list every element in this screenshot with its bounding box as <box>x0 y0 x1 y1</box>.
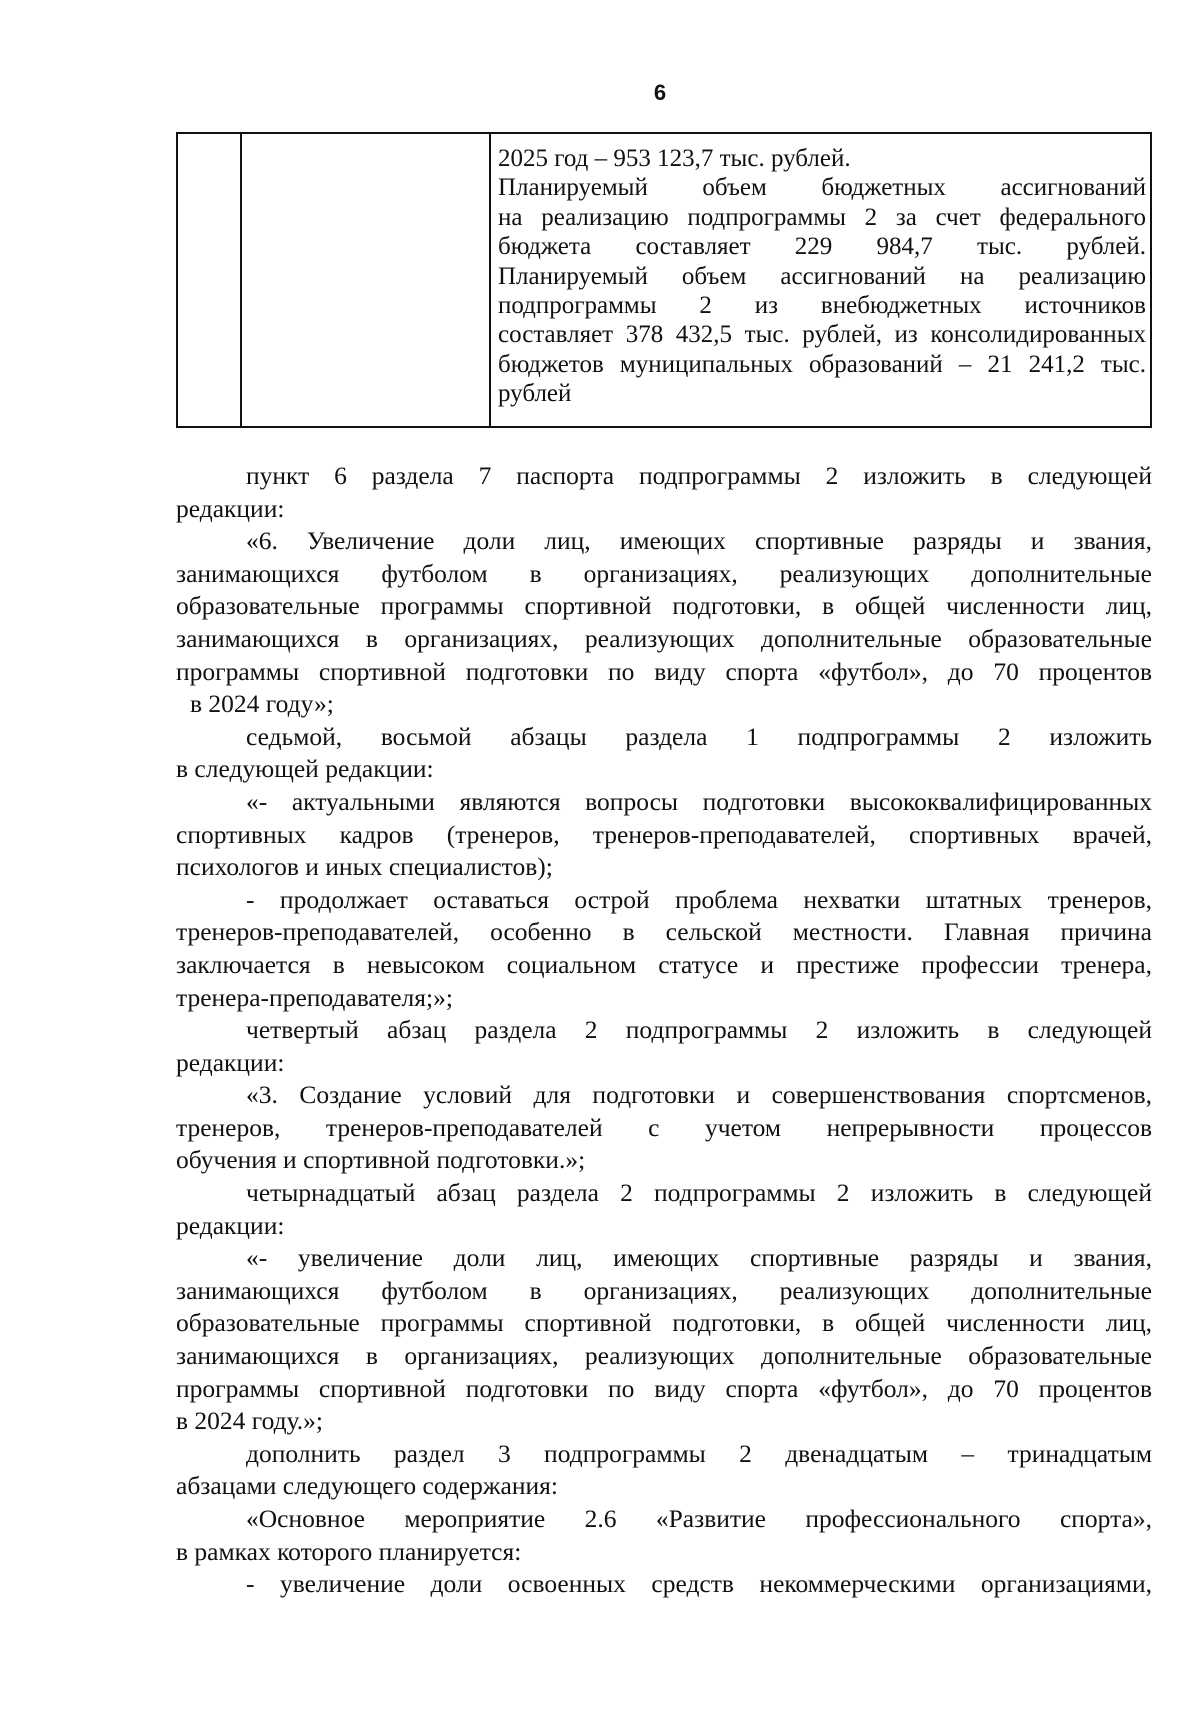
paragraph-line: пункт 6 раздела 7 паспорта подпрограммы 2 изложить в следующей <box>246 461 1152 490</box>
paragraph-line: занимающихся футболом в организациях, реализующих дополнительные <box>176 558 1152 588</box>
paragraph-line: редакции: <box>176 1047 285 1077</box>
paragraph-line: абзацами следующего содержания: <box>176 1471 558 1501</box>
page-number: 6 <box>653 80 667 105</box>
paragraph-line: редакции: <box>176 493 285 523</box>
table-column-divider <box>489 134 491 426</box>
paragraph-line: в рамках которого планируется: <box>176 1536 522 1566</box>
paragraph-line: в 2024 году»; <box>190 689 334 719</box>
paragraph-line: тренера-преподавателя;»; <box>176 982 453 1012</box>
paragraph-line: четырнадцатый абзац раздела 2 подпрограммы 2 изложить в следующей <box>246 1178 1152 1208</box>
passport-table-fragment <box>176 132 1152 428</box>
paragraph-line: в следующей редакции: <box>176 754 434 784</box>
paragraph-line: спортивных кадров (тренеров, тренеров-преподавателей, спортивных врачей, <box>176 819 1152 849</box>
paragraph-line: четвертый абзац раздела 2 подпрограммы 2 изложить в следующей <box>246 1015 1152 1045</box>
paragraph-line: заключается в невысоком социальном статусе и престиже профессии тренера, <box>176 949 1152 979</box>
table-line: бюджета составляет 229 984,7 тыс. рублей. <box>498 233 1146 261</box>
paragraph-line: седьмой, восьмой абзацы раздела 1 подпрограммы 2 изложить <box>246 721 1152 751</box>
paragraph-line: - продолжает оставаться острой проблема нехватки штатных тренеров, <box>246 884 1152 914</box>
paragraph-line: программы спортивной подготовки по виду спорта «футбол», до 70 процентов <box>176 1373 1152 1403</box>
paragraph-line: образовательные программы спортивной подготовки, в общей численности лиц, <box>176 591 1152 621</box>
paragraph-line: «6. Увеличение доли лиц, имеющих спортивные разряды и звания, <box>246 526 1152 556</box>
paragraph-line: занимающихся футболом в организациях, реализующих дополнительные <box>176 1275 1152 1305</box>
paragraph-line: программы спортивной подготовки по виду спорта «футбол», до 70 процентов <box>176 656 1152 686</box>
paragraph-line: обучения и спортивной подготовки.»; <box>176 1145 586 1175</box>
paragraph-line: в 2024 году.»; <box>176 1406 324 1436</box>
paragraph-line: тренеров, тренеров-преподавателей с учетом непрерывности процессов <box>176 1112 1152 1142</box>
paragraph-line: занимающихся в организациях, реализующих дополнительные образовательные <box>176 623 1152 653</box>
paragraph-line: образовательные программы спортивной подготовки, в общей численности лиц, <box>176 1308 1152 1338</box>
paragraph-line: «3. Создание условий для подготовки и совершенствования спортсменов, <box>246 1080 1152 1110</box>
table-line: составляет 378 432,5 тыс. рублей, из консолидированных <box>498 321 1146 349</box>
paragraph-line: «Основное мероприятие 2.6 «Развитие профессионального спорта», <box>246 1504 1152 1533</box>
paragraph-line: «- актуальными являются вопросы подготовки высококвалифицированных <box>246 786 1152 816</box>
paragraph-line: психологов и иных специалистов); <box>176 852 553 882</box>
table-line: 2025 год – 953 123,7 тыс. рублей. <box>498 145 851 172</box>
table-line: Планируемый объем бюджетных ассигнований <box>498 174 1146 202</box>
table-line: бюджетов муниципальных образований – 21 241,2 тыс. <box>498 350 1146 378</box>
paragraph-line: «- увеличение доли лиц, имеющих спортивные разряды и звания, <box>246 1243 1152 1273</box>
table-line: Планируемый объем ассигнований на реализацию <box>498 262 1146 290</box>
table-line: подпрограммы 2 из внебюджетных источников <box>498 292 1146 320</box>
table-column-divider <box>240 134 242 426</box>
table-cell-funding-text <box>498 144 1146 409</box>
paragraph-line: дополнить раздел 3 подпрограммы 2 двенадцатым – тринадцатым <box>246 1438 1152 1468</box>
paragraph-line: занимающихся в организациях, реализующих дополнительные образовательные <box>176 1341 1152 1371</box>
document-body <box>176 460 1152 1601</box>
paragraph-line: - увеличение доли освоенных средств некоммерческими организациями, <box>246 1569 1152 1599</box>
paragraph-line: тренеров-преподавателей, особенно в сельской местности. Главная причина <box>176 917 1152 947</box>
table-line: на реализацию подпрограммы 2 за счет федерального <box>498 203 1146 231</box>
table-line: рублей <box>498 380 572 408</box>
paragraph-line: редакции: <box>176 1210 285 1240</box>
